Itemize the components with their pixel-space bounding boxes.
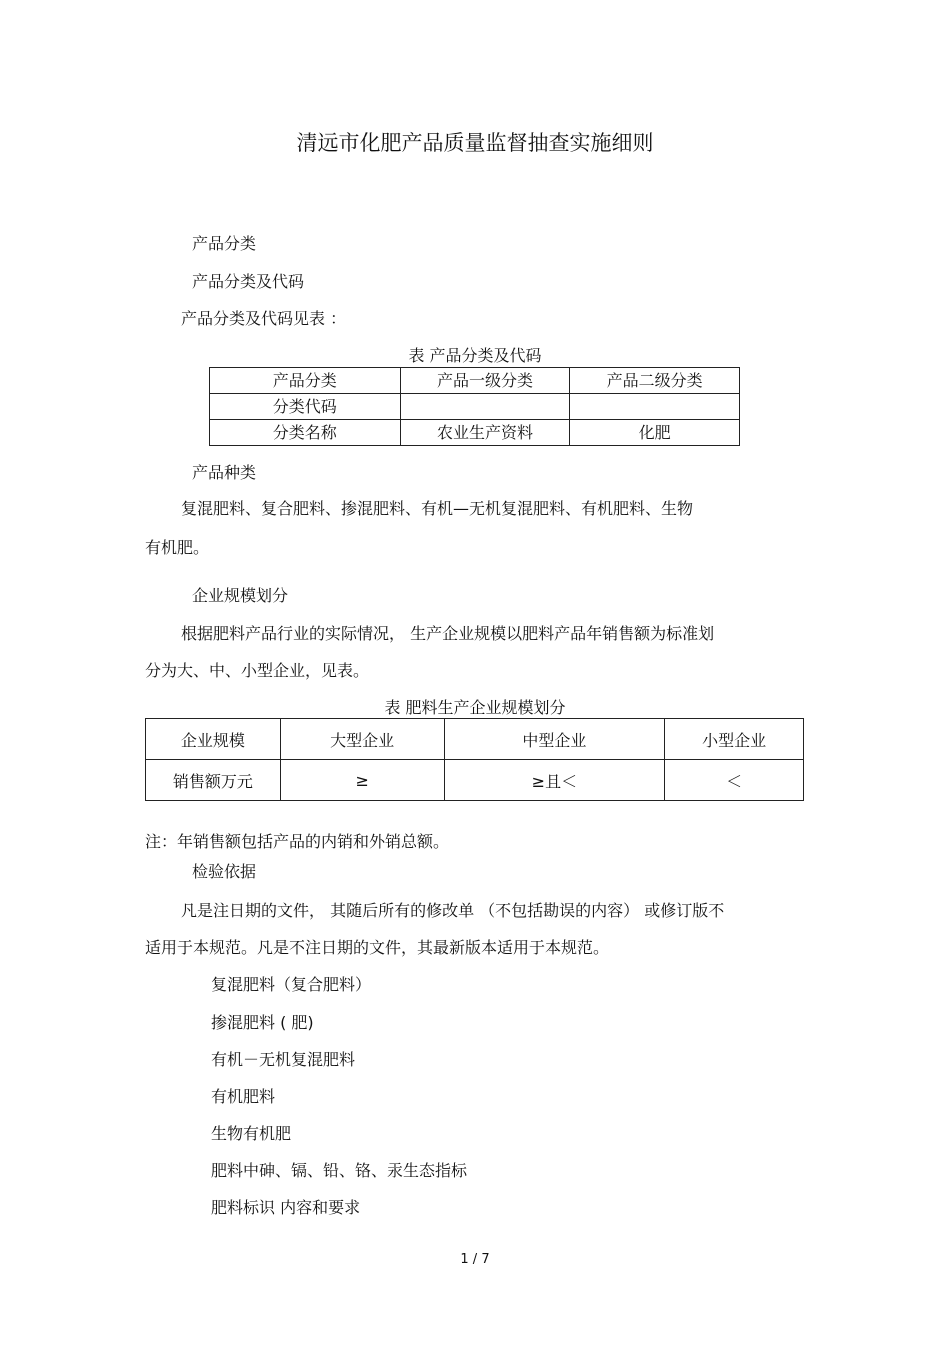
standard-item: 生物有机肥 bbox=[211, 1124, 292, 1143]
product-class-table bbox=[209, 367, 740, 446]
table-cell: 中型企业 bbox=[444, 719, 665, 760]
table-cell: ≥且＜ bbox=[444, 760, 665, 801]
standard-item: 肥料中砷、镉、铅、铬、汞生态指标 bbox=[211, 1161, 468, 1180]
table-cell: 产品分类 bbox=[210, 368, 401, 394]
table-cell: 企业规模 bbox=[146, 719, 281, 760]
paragraph-basis-line2: 适用于本规范。凡是不注日期的文件，其最新版本适用于本规范。 bbox=[145, 938, 610, 957]
standard-item: 有机肥料 bbox=[211, 1087, 276, 1106]
paragraph-basis-line1: 凡是注日期的文件， 其随后所有的修改单 （不包括勘误的内容） 或修订版不 bbox=[181, 901, 725, 920]
table-cell: 大型企业 bbox=[280, 719, 444, 760]
table-cell: 产品一级分类 bbox=[400, 368, 570, 394]
table1-caption: 表 产品分类及代码 bbox=[408, 346, 542, 365]
page-title: 清远市化肥产品质量监督抽查实施细则 bbox=[296, 131, 654, 155]
paragraph-scale-line2: 分为大、中、小型企业，见表。 bbox=[145, 661, 370, 680]
table-cell bbox=[570, 394, 740, 420]
table-row bbox=[210, 394, 740, 420]
table-cell: 产品二级分类 bbox=[570, 368, 740, 394]
table-cell: 农业生产资料 bbox=[400, 420, 570, 446]
table-cell: 销售额万元 bbox=[146, 760, 281, 801]
table-cell: 分类名称 bbox=[210, 420, 401, 446]
heading-product-class: 产品分类 bbox=[192, 234, 257, 253]
table-row bbox=[210, 420, 740, 446]
table-row bbox=[146, 719, 804, 760]
page-number: 1 / 7 bbox=[460, 1252, 490, 1267]
table-cell: 分类代码 bbox=[210, 394, 401, 420]
heading-class-code: 产品分类及代码 bbox=[192, 272, 305, 291]
standard-item: 肥料标识 内容和要求 bbox=[211, 1198, 361, 1217]
heading-product-kinds: 产品种类 bbox=[192, 463, 257, 482]
table-row bbox=[146, 760, 804, 801]
paragraph-kinds-line1: 复混肥料、复合肥料、掺混肥料、有机—无机复混肥料、有机肥料、生物 bbox=[181, 499, 694, 518]
table2-caption: 表 肥料生产企业规模划分 bbox=[384, 698, 566, 717]
standard-item: 复混肥料（复合肥料） bbox=[211, 975, 372, 994]
paragraph-scale-line1: 根据肥料产品行业的实际情况， 生产企业规模以肥料产品年销售额为标准划 bbox=[181, 624, 715, 643]
table-cell: 化肥 bbox=[570, 420, 740, 446]
standard-item: 有机－无机复混肥料 bbox=[211, 1050, 356, 1069]
table-cell: ＜ bbox=[665, 760, 804, 801]
enterprise-scale-table bbox=[145, 718, 804, 801]
table-cell: ≥ bbox=[280, 760, 444, 801]
table-cell bbox=[400, 394, 570, 420]
note: 注：年销售额包括产品的内销和外销总额。 bbox=[145, 832, 450, 851]
heading-basis: 检验依据 bbox=[192, 862, 257, 881]
table-cell: 小型企业 bbox=[665, 719, 804, 760]
heading-scale: 企业规模划分 bbox=[192, 586, 289, 605]
standard-item: 掺混肥料 ( 肥) bbox=[211, 1013, 314, 1032]
table-row bbox=[210, 368, 740, 394]
paragraph-kinds-line2: 有机肥。 bbox=[145, 538, 210, 557]
paragraph-class-ref: 产品分类及代码见表 ： bbox=[181, 309, 347, 328]
